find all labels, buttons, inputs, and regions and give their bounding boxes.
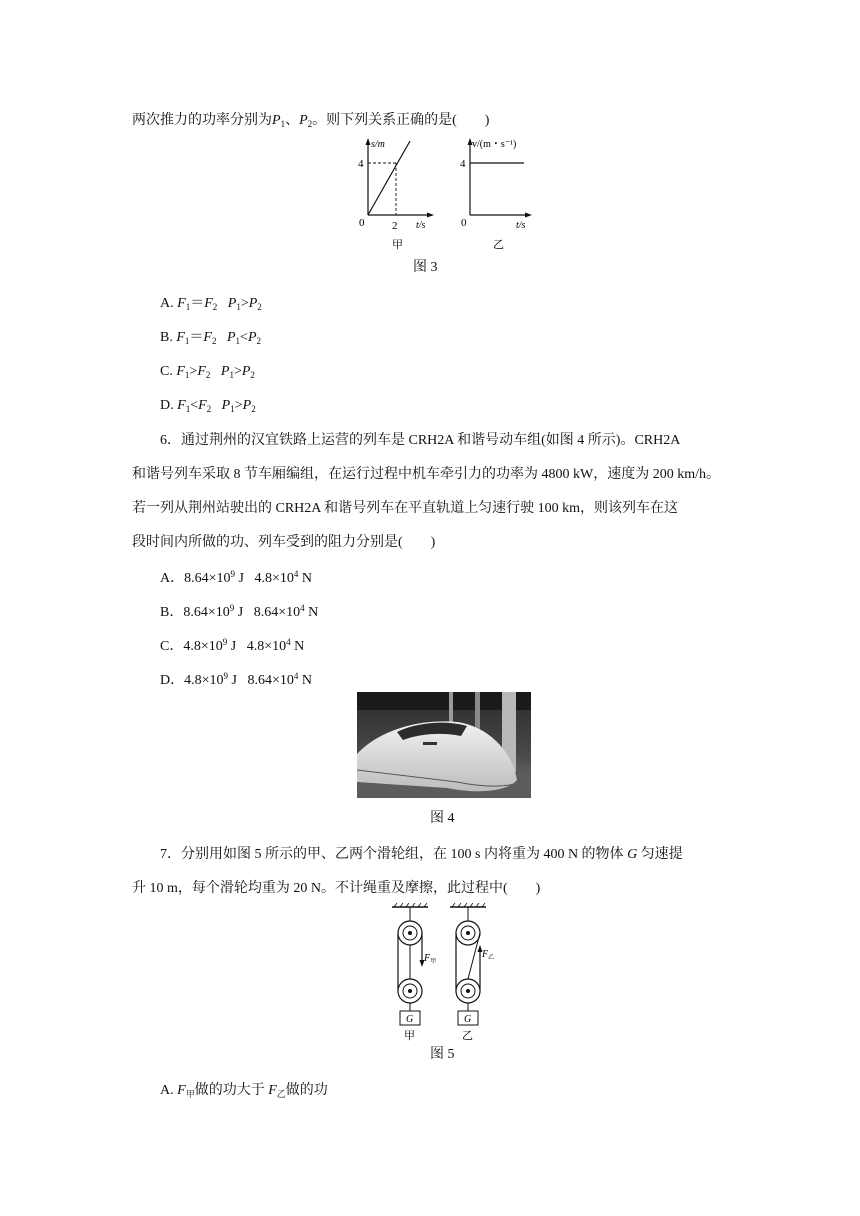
option-letter: B. (160, 330, 173, 345)
work-value: 8.64×10 (184, 571, 231, 586)
p-subscript: 2 (257, 302, 262, 312)
p-symbol: P (221, 398, 231, 413)
work-unit: J (228, 673, 237, 688)
f-subscript: 1 (185, 302, 191, 312)
figure-3-caption: 图 3 (413, 260, 438, 275)
pulley-jia-force-symbol: F (424, 953, 431, 964)
f-symbol: F (177, 296, 186, 311)
q5-p2-symbol: P (299, 113, 308, 128)
q6-stem-line-4: 段时间内所做的功、列车受到的阻力分别是( ) (132, 535, 436, 550)
p-relation: > (240, 296, 249, 311)
force-exponent: 4 (286, 637, 291, 647)
option-letter: C. (160, 364, 173, 379)
graph-jia (358, 138, 434, 251)
q6-stem-line-1: 6．通过荆州的汉宜铁路上运营的列车是 CRH2A 和谐号动车组(如图 4 所示)。CRH2A (160, 433, 681, 448)
p-subscript: 2 (256, 336, 261, 346)
force-value: 8.64×10 (247, 673, 294, 688)
q5-option-b[interactable] (160, 330, 261, 347)
force-value: 4.8×10 (254, 571, 294, 586)
graph-yi (460, 138, 532, 251)
p-relation: < (240, 330, 248, 345)
f-jia-symbol: F (177, 1083, 186, 1098)
q6-option-b[interactable] (160, 605, 318, 622)
p-symbol: P (226, 330, 236, 345)
q5-p1-subscript: 1 (280, 119, 286, 129)
p-subscript: 1 (229, 370, 234, 380)
f-symbol: F (203, 330, 212, 345)
option-letter: C． (160, 639, 184, 654)
q5-option-d[interactable] (160, 398, 256, 415)
q5-stem (132, 113, 489, 130)
option-end-text: 做的功 (285, 1083, 328, 1098)
pulley-jia-force-subscript: 甲 (430, 959, 437, 965)
f-subscript: 1 (185, 404, 191, 414)
work-unit: J (235, 571, 244, 586)
graph-jia-xtick: 2 (392, 220, 398, 232)
f-relation: ＝ (190, 296, 205, 311)
q5-stem-text-2: 。则下列关系正确的是( ) (312, 113, 490, 128)
figure-4-caption: 图 4 (430, 811, 455, 826)
force-value: 8.64×10 (253, 605, 301, 620)
force-unit: N (298, 673, 313, 688)
option-letter: B． (160, 605, 184, 620)
pulley-yi-force-symbol: F (482, 949, 489, 960)
q7-stem-text-1: 7．分别用如图 5 所示的甲、乙两个滑轮组，在 100 s 内将重为 400 N 的物体 (160, 847, 628, 862)
q5-p2-subscript: 2 (307, 119, 313, 129)
force-unit: N (298, 571, 313, 586)
q5-option-c[interactable] (160, 364, 255, 381)
f-yi-symbol: F (268, 1083, 277, 1098)
f-yi-subscript: 乙 (276, 1089, 286, 1099)
f-symbol: F (197, 364, 206, 379)
p-subscript: 1 (230, 404, 235, 414)
f-symbol: F (176, 330, 185, 345)
pulley-yi-force-subscript: 乙 (488, 955, 495, 961)
p-relation: > (234, 398, 243, 413)
work-exponent: 9 (229, 603, 235, 613)
f-subscript: 2 (206, 404, 212, 414)
p-subscript: 2 (250, 370, 255, 380)
option-letter: A． (160, 571, 185, 586)
f-symbol: F (176, 364, 185, 379)
graph-jia-xlabel: t/s (416, 220, 426, 231)
pulley-yi-force-label (481, 949, 494, 961)
f-symbol: F (177, 398, 186, 413)
f-subscript: 1 (184, 336, 190, 346)
f-relation: > (189, 364, 198, 379)
p-symbol: P (227, 296, 237, 311)
q6-stem-line-3: 若一列从荆州站驶出的 CRH2A 和谐号列车在平直轨道上匀速行驶 100 km，则该列车在这 (132, 501, 679, 516)
figure-5-pulleys (380, 903, 510, 1041)
work-exponent: 9 (223, 671, 229, 681)
q6-option-c[interactable] (160, 639, 304, 656)
option-letter: A. (160, 1083, 178, 1098)
pulley-yi-caption: 乙 (462, 1030, 473, 1041)
pulley-jia-force-label (423, 953, 436, 965)
p-subscript: 2 (251, 404, 256, 414)
option-letter: D． (160, 673, 185, 688)
force-unit: N (304, 605, 319, 620)
q5-p1-symbol: P (272, 113, 281, 128)
f-jia-subscript: 甲 (185, 1089, 195, 1099)
pulley-system-yi (450, 903, 494, 1041)
p-subscript: 1 (235, 336, 241, 346)
p-symbol: P (247, 330, 257, 345)
pulley-system-jia (392, 903, 436, 1041)
graph-yi-caption: 乙 (493, 239, 504, 251)
force-exponent: 4 (300, 603, 305, 613)
f-subscript: 2 (205, 370, 211, 380)
graph-jia-origin: 0 (359, 217, 365, 229)
pulley-jia-load-label: G (406, 1014, 414, 1025)
p-symbol: P (242, 398, 252, 413)
work-exponent: 9 (222, 637, 228, 647)
q7-stem-text-2: 匀速提 (637, 847, 683, 862)
q5-stem-text-1: 两次推力的功率分别为 (132, 113, 272, 128)
f-subscript: 2 (211, 336, 217, 346)
force-unit: N (290, 639, 305, 654)
force-value: 4.8×10 (246, 639, 287, 654)
work-unit: J (227, 639, 237, 654)
p-symbol: P (220, 364, 230, 379)
p-relation: > (233, 364, 242, 379)
figure-5-caption: 图 5 (430, 1047, 455, 1062)
f-relation: ＝ (189, 330, 204, 345)
option-letter: D. (160, 398, 174, 413)
figure-3-graphs (350, 135, 540, 255)
work-value: 4.8×10 (184, 673, 224, 688)
f-symbol: F (198, 398, 207, 413)
force-exponent: 4 (293, 671, 299, 681)
p-subscript: 1 (236, 302, 241, 312)
graph-jia-ytick: 4 (358, 158, 364, 170)
figure-4-train-photo (357, 692, 531, 798)
f-relation: < (190, 398, 199, 413)
f-subscript: 1 (184, 370, 190, 380)
q7-stem-line-2: 升 10 m，每个滑轮均重为 20 N。不计绳重及摩擦，此过程中( ) (132, 881, 541, 896)
q5-option-a[interactable] (160, 296, 262, 313)
graph-yi-origin: 0 (461, 217, 467, 229)
graph-yi-ytick: 4 (460, 158, 466, 170)
graph-yi-xlabel: t/s (516, 220, 526, 231)
pulley-jia-caption: 甲 (404, 1030, 415, 1041)
graph-jia-ylabel: s/m (371, 139, 385, 150)
q7-option-a[interactable] (160, 1083, 328, 1100)
work-exponent: 9 (230, 569, 236, 579)
f-subscript: 2 (212, 302, 218, 312)
pulley-yi-load-label: G (464, 1014, 472, 1025)
option-letter: A. (160, 296, 174, 311)
q6-stem-line-2: 和谐号列车采取 8 节车厢编组，在运行过程中机车牵引力的功率为 4800 kW，速度为 200 km/h。 (132, 467, 720, 482)
q6-option-a[interactable] (160, 571, 312, 588)
q7-g-symbol: G (627, 847, 638, 862)
f-symbol: F (204, 296, 213, 311)
graph-jia-line (368, 141, 410, 215)
q5-separator: 、 (285, 113, 300, 128)
p-symbol: P (248, 296, 258, 311)
option-mid-text: 做的功大于 (194, 1083, 269, 1098)
graph-jia-caption: 甲 (392, 239, 403, 251)
force-exponent: 4 (293, 569, 299, 579)
graph-yi-ylabel: v/(m・s⁻¹) (472, 139, 517, 150)
work-unit: J (234, 605, 244, 620)
q6-option-d[interactable] (160, 673, 312, 690)
q7-stem-line-1 (160, 847, 683, 864)
p-symbol: P (241, 364, 251, 379)
work-value: 4.8×10 (183, 639, 223, 654)
work-value: 8.64×10 (183, 605, 230, 620)
